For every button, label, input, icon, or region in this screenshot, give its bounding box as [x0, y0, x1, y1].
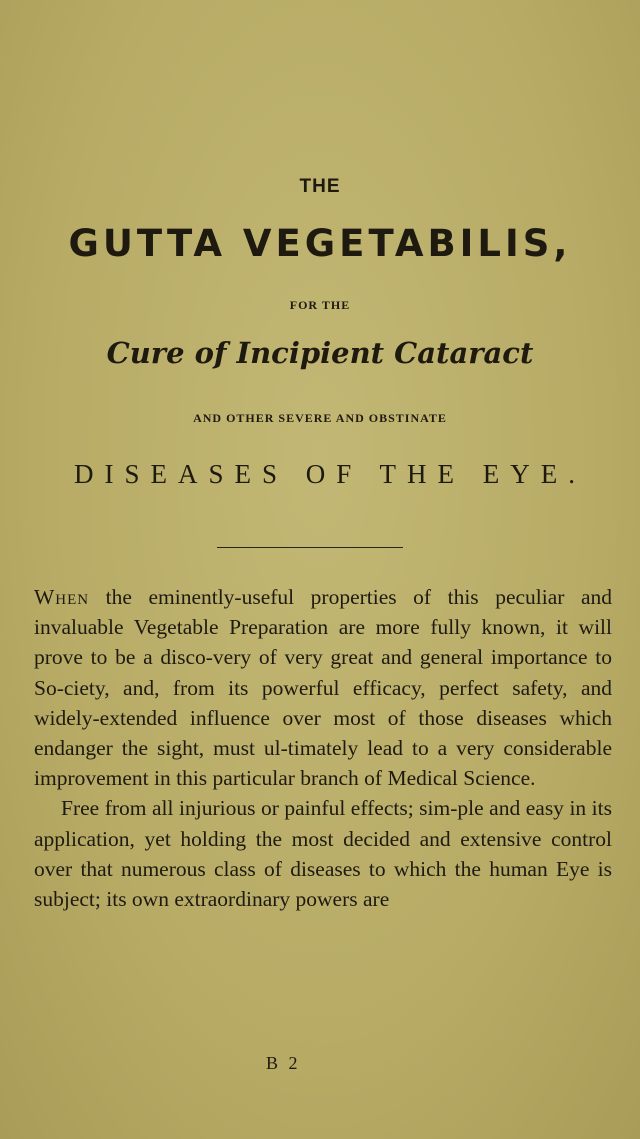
- paragraph-1: [34, 582, 612, 793]
- paragraph-2: Free from all injurious or painful effects; sim-ple and easy in its application, yet holding the most decided and extensive control over that numerous class of diseases to which the human Eye is subject; its own extraordinary powers are: [34, 796, 612, 912]
- subtitle-cure: Cure of Incipient Cataract: [106, 336, 534, 370]
- title-the: THE: [299, 176, 341, 197]
- body-text: [34, 582, 612, 914]
- page-title: GUTTA VEGETABILIS,: [68, 222, 572, 265]
- subtitle-and-other: AND OTHER SEVERE AND OBSTINATE: [193, 411, 447, 425]
- paragraph-lead-word: When: [34, 585, 90, 609]
- divider-rule: [217, 547, 403, 548]
- subtitle-for-the: FOR THE: [289, 298, 351, 312]
- subtitle-diseases: DISEASES OF THE EYE.: [73, 459, 587, 489]
- signature-mark: B 2: [266, 1053, 301, 1073]
- paragraph-1-text: the eminently-useful properties of this peculiar and invaluable Vegetable Preparation are more fully known, it will prove to be a disco-very of very great and general importance to So-ciety, and, from its powerful efficacy, perfect safety, and widely-extended influence over most of those diseases which endanger the sight, must ul-timately lead to a very considerable improvement in this particular branch of Medical Science.: [34, 585, 612, 791]
